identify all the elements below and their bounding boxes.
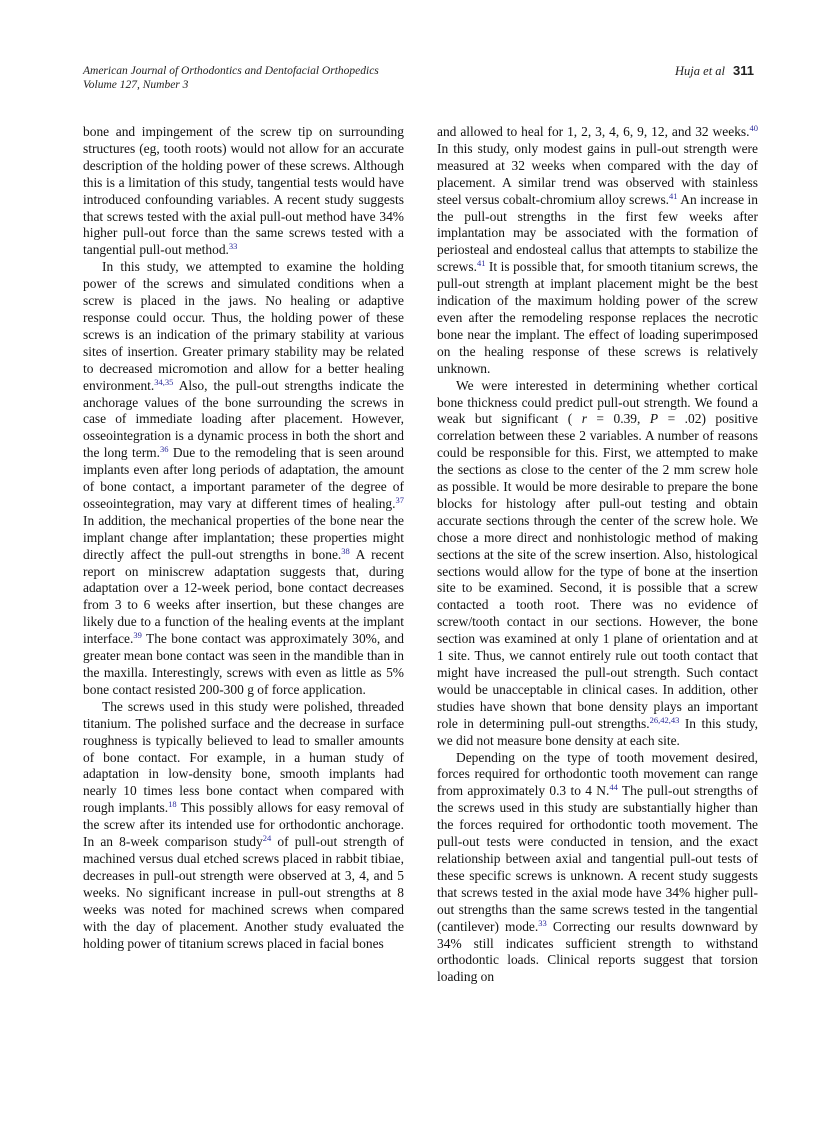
citation-link[interactable]: 18	[168, 799, 177, 810]
paragraph-text: An increase in the pull-out strengths in the first few weeks after implantation may be associated with the formation of periosteal and endosteal callus that attempts to stabilize the screws.	[437, 191, 758, 275]
paragraph	[83, 699, 404, 953]
paragraph-text: In this study, we attempted to examine the holding power of the screws and simulated conditions when a screw is placed in the jaws. No healing or adaptive response could occur. Thus, the holding power of these screws is an indication of the primary stability at various sites of insertion. Greater primary stability may be related to decreased micromotion and allow for a better healing environment.	[83, 259, 404, 393]
citation-link[interactable]: 40	[749, 123, 758, 133]
paragraph-text: In this study, we did not measure bone density at each site.	[437, 715, 758, 748]
running-header-page	[675, 64, 754, 78]
paragraph-text: In this study, only modest gains in pull-out strength were measured at 32 weeks when compared with the day of placement. A similar trend was observed with stainless steel versus cobalt-chromium alloy screws.	[437, 140, 758, 207]
statistic-variable-p: P	[649, 411, 659, 427]
journal-title: American Journal of Orthodontics and Dentofacial Orthopedics	[83, 65, 379, 77]
paragraph-text: of pull-out strength of machined versus dual etched screws placed in rabbit tibiae, decreases in pull-out strength were observed at 3, 4, and 5 weeks. No significant increase in pull-out strengths at 8 weeks was noted for machined screws when compared with the day of placement. Another study evaluated the holding power of titanium screws placed in facial bones	[83, 834, 404, 951]
citation-link[interactable]: 33	[538, 917, 547, 928]
paragraph	[83, 259, 404, 699]
paragraph-text: We were interested in determining whether cortical bone thickness could predict pull-out strength. We found a weak but significant (	[437, 377, 758, 427]
paragraph	[437, 378, 758, 750]
paragraph-text: = 0.39,	[586, 411, 650, 427]
paragraph-text: A recent report on miniscrew adaptation suggests that, during adaptation over a 12-week period, bone contact decreases from 3 to 6 weeks after insertion, but these changes are likely due to a function of the healing events at the implant interface.	[83, 546, 405, 647]
journal-volume: Volume 127, Number 3	[83, 79, 189, 91]
running-authors: Huja et al	[675, 64, 726, 78]
paragraph-text: bone and impingement of the screw tip on surrounding structures (eg, tooth roots) would not allow for an accurate description of the holding power of these screws. Although this is a limitation of this study, tangential tests would have introduced confounding variables. A recent study suggests that screws tested with the axial pull-out method have 34% higher pull-out force than the same screws tested with a tangential pull-out method.	[83, 124, 404, 258]
paragraph-text: Correcting our results downward by 34% still indicates sufficient strength to withstand orthodontic loads. Clinical reports suggest that torsion loading on	[437, 918, 758, 985]
citation-link[interactable]: 41	[669, 190, 678, 201]
citation-link[interactable]: 37	[395, 494, 404, 505]
right-column	[437, 124, 758, 986]
citation-link[interactable]: 26,42,43	[649, 714, 680, 725]
citation-link[interactable]: 44	[609, 782, 618, 793]
citation-link[interactable]: 33	[228, 241, 238, 252]
running-header-journal	[83, 64, 379, 92]
paragraph-text: Due to the remodeling that is seen around implants even after long periods of adaptation, the amount of bone contact, a important parameter of the degree of osseointegration, may vary at different times of healing.	[83, 445, 404, 511]
paragraph-text: The pull-out strengths of the screws used in this study are substantially higher than the forces required for orthodontic tooth movement. The pull-out tests were conducted in tension, and the exact relationship between axial and tangential pull-out tests of these specific screws is unknown. A recent study suggests that screws tested in the axial mode have 34% higher pull-out strengths than the same screws tested in the tangential (cantilever) mode.	[437, 783, 758, 934]
page-number: 311	[733, 63, 754, 78]
paragraph	[83, 124, 404, 259]
paragraph-text: It is possible that, for smooth titanium screws, the pull-out strength at implant placement might be the best indication of the maximum holding power of the screw even after the remodeling response replaces the necrotic bone near the implant. The effect of loading superimposed on the healing response of these screws is relatively unknown.	[437, 259, 758, 376]
citation-link[interactable]: 41	[476, 258, 486, 269]
citation-link[interactable]: 38	[341, 545, 350, 556]
citation-link[interactable]: 24	[262, 833, 272, 844]
paragraph-text: Also, the pull-out strengths indicate the anchorage values of the bone surrounding the screws in case of immediate loading after placement. However, osseointegration is a dynamic process in both the short and the long term.	[83, 377, 404, 461]
paragraph-text: This possibly allows for easy removal of the screw after its intended use for orthodontic anchorage. In an 8-week comparison study	[83, 800, 405, 850]
paragraph	[437, 750, 758, 987]
paragraph-text: = .02) positive correlation between these 2 variables. A number of reasons could be responsible for this. First, we attempted to make the sections as close to the center of the 2 mm screw hole as possible. It would be more desirable to prepare the bone blocks for histology after pull-out testing and obtain accurate sections through the center of the screw hole. We chose a more direct and nonhistologic method of making sections at the site of the screw insertion. Also, histological sections would allow for the type of bone at the insertion site to be examined. Second, it is possible that a screw contacted a tooth root. There was no evidence of screw/tooth contact in our sections. However, the bone section was examined at only 1 plane of orientation and at 1 site. Thus, we cannot entirely rule out tooth contact that might have increased the pull-out strength. Such contact would be unacceptable in clinical cases. In addition, other studies have shown that bone density plays an important role in determining pull-out strengths.	[437, 411, 758, 731]
paragraph	[437, 124, 758, 378]
paragraph-text: The bone contact was approximately 30%, and greater mean bone contact was seen in the mandible than in the maxilla. Interestingly, screws with even as little as 5% bone contact resisted 200-300 g of force application.	[83, 631, 404, 697]
citation-link[interactable]: 36	[159, 444, 169, 455]
left-column	[83, 124, 404, 952]
citation-link[interactable]: 34,35	[154, 376, 174, 387]
paragraph-text: In addition, the mechanical properties of the bone near the implant change after implantation; these properties might directly affect the pull-out strengths in bone.	[83, 512, 404, 562]
paragraph-text: The screws used in this study were polished, threaded titanium. The polished surface and the decrease in surface roughness is typically believed to lead to smaller amounts of bone contact. For example, in a human study of adaptation in low-density bone, smooth implants had nearly 10 times less bone contact when compared with rough implants.	[83, 698, 404, 816]
paragraph-text: and allowed to heal for 1, 2, 3, 4, 6, 9, 12, and 32 weeks.	[437, 124, 750, 139]
paragraph-text: Depending on the type of tooth movement desired, forces required for orthodontic tooth movement can range from approximately 0.3 to 4 N.	[437, 749, 758, 799]
citation-link[interactable]: 39	[133, 630, 142, 641]
statistic-variable-r: r	[581, 411, 587, 427]
